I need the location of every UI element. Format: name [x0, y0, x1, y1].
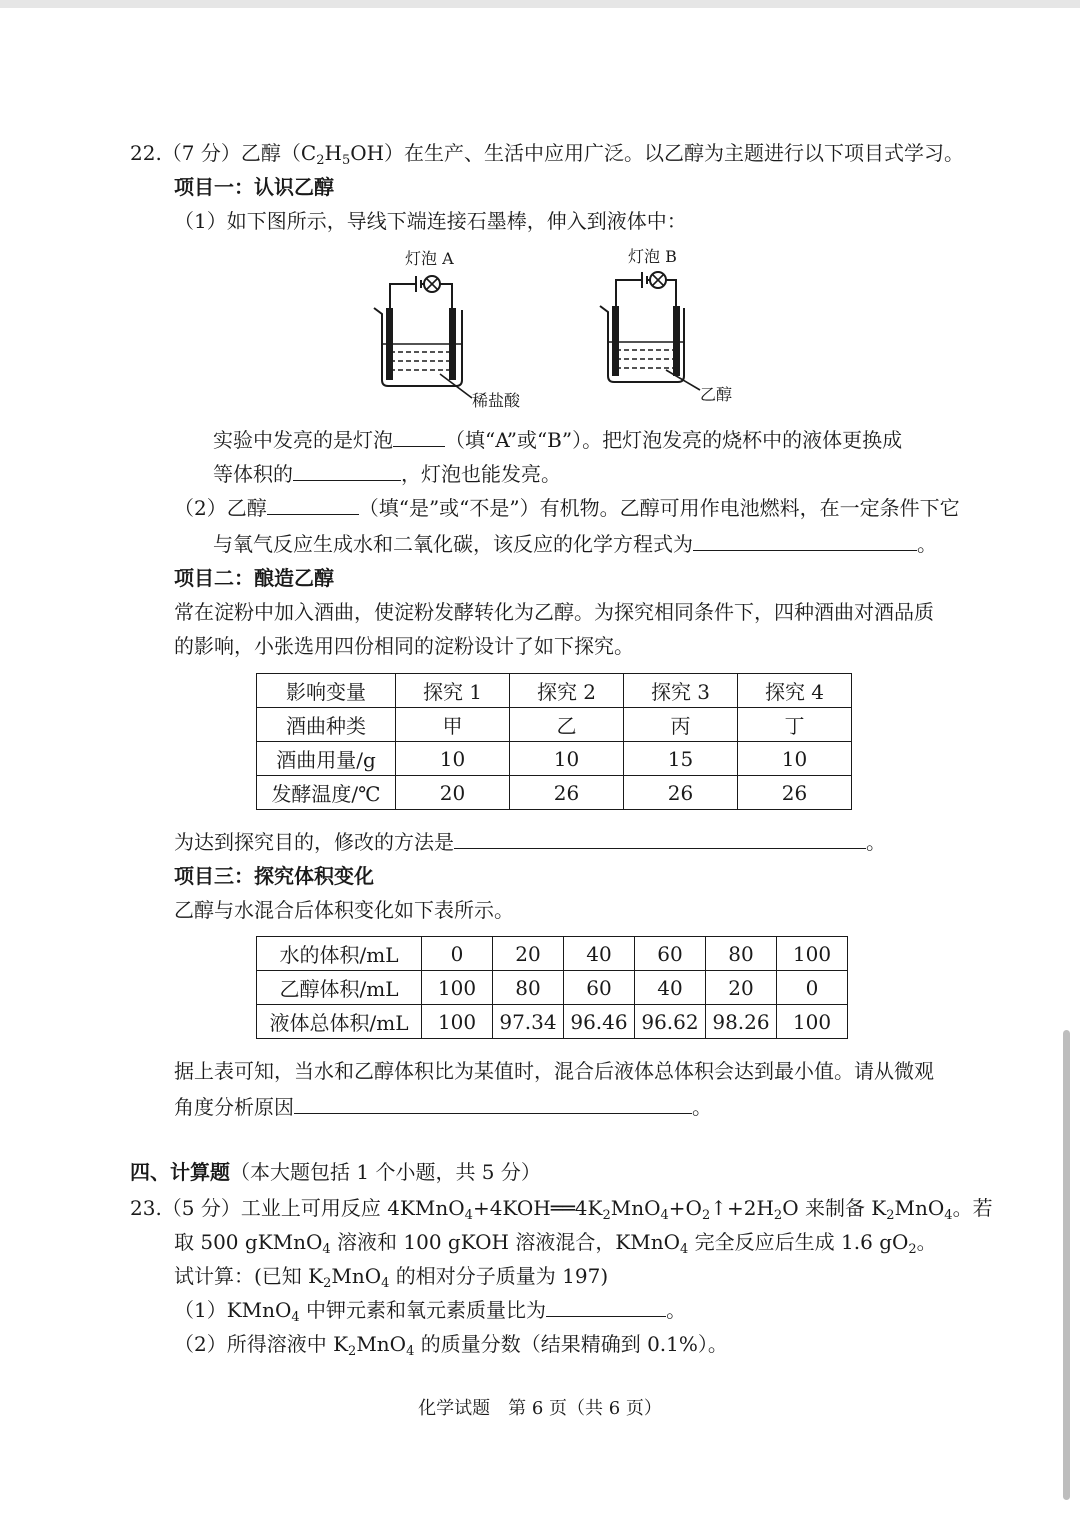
table-cell: 80 — [493, 971, 564, 1005]
answer-blank[interactable] — [293, 460, 401, 481]
q23-line-1: 23.（5 分）工业上可用反应 $4KMnO_4+4KOH══4K_2MnO_4+O_2↑+2H_2O$ 来制备 $K_2MnO_4$。若 — [130, 1196, 993, 1223]
q22-heading: 22.（7 分）乙醇$(C_2H_5OH)$在生产、生活中应用广泛。以乙醇为主题进行以下项目式学习。 — [130, 141, 965, 168]
bulb-b-label: 灯泡 B — [628, 247, 677, 266]
table-cell: 80 — [706, 937, 777, 971]
q22-part1-line-b: 等体积的 ，灯泡也能发亮。 — [213, 462, 561, 486]
table-cell: 乙 — [510, 708, 624, 742]
table-cell: 影响变量 — [257, 674, 396, 708]
table-cell: 20 — [706, 971, 777, 1005]
table-row — [257, 708, 852, 742]
bulb-a-label: 灯泡 A — [405, 249, 454, 268]
table-cell: 15 — [624, 742, 738, 776]
q23-part-1: （1）KMnO$_4$ 中钾元素和氧元素质量比为 。 — [174, 1298, 687, 1325]
project2-text-2: 的影响，小张选用四份相同的淀粉设计了如下探究。 — [174, 634, 634, 658]
q22-part1-line-a: 实验中发亮的是灯泡 （填“A”或“B”）。把灯泡发亮的烧杯中的液体更换成 — [213, 428, 903, 452]
answer-blank[interactable] — [294, 1093, 692, 1114]
answer-blank[interactable] — [454, 828, 866, 849]
table-cell: 98.26 — [706, 1005, 777, 1039]
scrollbar[interactable] — [1063, 1030, 1070, 1500]
answer-blank[interactable] — [546, 1296, 666, 1317]
answer-blank[interactable] — [393, 426, 445, 447]
table-cell: 60 — [564, 971, 635, 1005]
table-cell: 10 — [510, 742, 624, 776]
beaker-diagram — [360, 240, 760, 415]
table-cell: 100 — [422, 1005, 493, 1039]
top-edge — [0, 0, 1080, 8]
table-cell: 40 — [635, 971, 706, 1005]
answer-blank[interactable] — [267, 494, 359, 515]
table-row — [257, 674, 852, 708]
table-cell: 100 — [777, 937, 848, 971]
table-cell: 97.34 — [493, 1005, 564, 1039]
table-row — [257, 937, 848, 971]
liquid-a-label: 稀盐酸 — [472, 391, 521, 410]
q22-part1-prompt: （1）如下图所示，导线下端连接石墨棒，伸入到液体中： — [174, 209, 687, 233]
table-cell: 10 — [738, 742, 852, 776]
table-cell: 探究 1 — [396, 674, 510, 708]
section-4-title: 四、计算题（本大题包括 1 个小题，共 5 分） — [130, 1160, 541, 1184]
table-cell: 探究 3 — [624, 674, 738, 708]
table-cell: 探究 4 — [738, 674, 852, 708]
table-cell: 0 — [777, 971, 848, 1005]
project2-question: 为达到探究目的，修改的方法是 。 — [174, 830, 886, 854]
graphite-rod-b2 — [673, 306, 680, 376]
table-cell: 酒曲种类 — [257, 708, 396, 742]
table-cell: 甲 — [396, 708, 510, 742]
project3-text: 乙醇与水混合后体积变化如下表所示。 — [174, 898, 514, 922]
table-cell: 乙醇体积/mL — [257, 971, 422, 1005]
volume-table — [256, 936, 848, 1039]
table-cell: 26 — [510, 776, 624, 810]
q22-part2-line-b: 与氧气反应生成水和二氧化碳，该反应的化学方程式为 。 — [213, 532, 937, 556]
project2-title: 项目二：酿造乙醇 — [174, 566, 334, 590]
graphite-rod-a1 — [386, 308, 393, 380]
project3-title: 项目三：探究体积变化 — [174, 864, 374, 888]
table-cell: 探究 2 — [510, 674, 624, 708]
table-cell: 水的体积/mL — [257, 937, 422, 971]
table-cell: 26 — [738, 776, 852, 810]
q23-line-2: 取 500 gKMnO$_4$ 溶液和 100 gKOH 溶液混合，KMnO$_4$ 完全反应后生成 1.6 $gO_2$。 — [174, 1230, 937, 1257]
table-row — [257, 776, 852, 810]
table-cell: 发酵温度/℃ — [257, 776, 396, 810]
answer-blank[interactable] — [693, 530, 917, 551]
table-cell: 0 — [422, 937, 493, 971]
project3-question-2: 角度分析原因 。 — [174, 1095, 712, 1119]
table-cell: 20 — [396, 776, 510, 810]
graphite-rod-a2 — [449, 308, 456, 380]
table-cell: 100 — [422, 971, 493, 1005]
project1-title: 项目一：认识乙醇 — [174, 175, 334, 199]
table-row — [257, 742, 852, 776]
liquid-b-label: 乙醇 — [700, 385, 733, 404]
table-cell: 液体总体积/mL — [257, 1005, 422, 1039]
table-cell: 丁 — [738, 708, 852, 742]
table-row — [257, 971, 848, 1005]
table-cell: 100 — [777, 1005, 848, 1039]
table-cell: 10 — [396, 742, 510, 776]
project2-text-1: 常在淀粉中加入酒曲，使淀粉发酵转化为乙醇。为探究相同条件下，四种酒曲对酒品质 — [174, 600, 934, 624]
table-cell: 96.62 — [635, 1005, 706, 1039]
table-row — [257, 1005, 848, 1039]
page-footer: 化学试题 第 6 页（共 6 页） — [418, 1398, 662, 1419]
project3-question-1: 据上表可知，当水和乙醇体积比为某值时，混合后液体总体积会达到最小值。请从微观 — [174, 1059, 934, 1083]
q22-part2-line-a: （2）乙醇 （填“是”或“不是”）有机物。乙醇可用作电池燃料，在一定条件下它 — [174, 496, 960, 520]
table-cell: 60 — [635, 937, 706, 971]
table-cell: 26 — [624, 776, 738, 810]
yeast-table — [256, 673, 852, 810]
graphite-rod-b1 — [612, 306, 619, 376]
table-cell: 丙 — [624, 708, 738, 742]
table-cell: 40 — [564, 937, 635, 971]
table-cell: 20 — [493, 937, 564, 971]
table-cell: 96.46 — [564, 1005, 635, 1039]
q23-line-3: 试计算：(已知 $K_2MnO_4$ 的相对分子质量为 197) — [174, 1264, 609, 1291]
q23-part-2: （2）所得溶液中 $K_2MnO_4$ 的质量分数（结果精确到 0.1%）。 — [174, 1332, 728, 1359]
table-cell: 酒曲用量/g — [257, 742, 396, 776]
